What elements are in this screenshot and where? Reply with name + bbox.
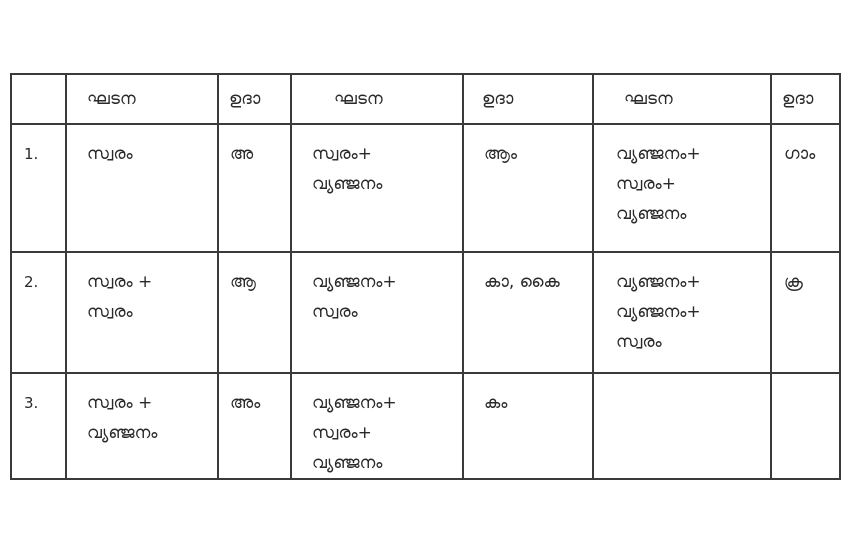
cell-line: സ്വരം bbox=[87, 144, 133, 164]
table-header-row bbox=[11, 74, 840, 124]
header-cell-structure-2 bbox=[291, 74, 463, 124]
header-cell-number bbox=[11, 74, 66, 124]
cell-line: കാ, കൈ bbox=[484, 272, 560, 292]
cell-line: ഗാം bbox=[784, 144, 816, 164]
structure-cell bbox=[291, 252, 463, 373]
table-body bbox=[11, 124, 840, 479]
example-cell bbox=[218, 124, 291, 252]
example-cell bbox=[463, 252, 593, 373]
table-row bbox=[11, 124, 840, 252]
structure-cell bbox=[291, 124, 463, 252]
structure-cell bbox=[66, 124, 218, 252]
header-cell-example-2 bbox=[463, 74, 593, 124]
header-cell-example-1 bbox=[218, 74, 291, 124]
cell-line: ക്ര bbox=[784, 272, 803, 292]
cell-line: സ്വരം+ bbox=[312, 144, 372, 164]
header-label: ഘടന bbox=[87, 89, 136, 109]
cell-line: ആം bbox=[484, 144, 517, 164]
syllable-structure-table bbox=[10, 73, 841, 480]
header-label: ഉദാ bbox=[229, 89, 261, 109]
row-number-cell: 1. bbox=[11, 124, 66, 252]
cell-line: കം bbox=[484, 393, 508, 413]
structure-cell bbox=[593, 252, 771, 373]
header-cell-example-3 bbox=[771, 74, 840, 124]
structure-cell bbox=[66, 252, 218, 373]
example-cell bbox=[463, 124, 593, 252]
cell-line: വ്യഞ്ജനം bbox=[312, 174, 383, 194]
header-cell-structure-3 bbox=[593, 74, 771, 124]
cell-line: വ്യഞ്ജനം+ bbox=[312, 272, 397, 292]
cell-line: വ്യഞ്ജനം+ bbox=[312, 393, 397, 413]
cell-line: സ്വരം + bbox=[87, 393, 153, 413]
example-cell bbox=[771, 124, 840, 252]
example-cell bbox=[218, 252, 291, 373]
header-label: ഘടന bbox=[334, 89, 383, 109]
table-row bbox=[11, 373, 840, 479]
cell-line: വ്യഞ്ജനം bbox=[87, 423, 158, 443]
cell-line: വ്യഞ്ജനം+ bbox=[616, 144, 701, 164]
cell-line: വ്യഞ്ജനം+ bbox=[616, 302, 701, 322]
empty-cell bbox=[771, 373, 840, 479]
structure-cell bbox=[593, 124, 771, 252]
cell-line: വ്യഞ്ജനം bbox=[312, 453, 383, 473]
row-number-cell: 2. bbox=[11, 252, 66, 373]
cell-line: അം bbox=[230, 393, 261, 413]
cell-line: ആ bbox=[230, 272, 256, 292]
header-label: ഘടന bbox=[624, 89, 673, 109]
cell-line: സ്വരം bbox=[87, 302, 133, 322]
header-label: ഉദാ bbox=[782, 89, 814, 109]
empty-cell bbox=[593, 373, 771, 479]
cell-line: വ്യഞ്ജനം bbox=[616, 204, 687, 224]
cell-line: അ bbox=[230, 144, 254, 164]
example-cell bbox=[218, 373, 291, 479]
example-cell bbox=[771, 252, 840, 373]
row-number-cell: 3. bbox=[11, 373, 66, 479]
cell-line: സ്വരം+ bbox=[616, 174, 676, 194]
header-label: ഉദാ bbox=[482, 89, 514, 109]
cell-line: സ്വരം + bbox=[87, 272, 153, 292]
table-row bbox=[11, 252, 840, 373]
cell-line: സ്വരം bbox=[312, 302, 358, 322]
cell-line: സ്വരം+ bbox=[312, 423, 372, 443]
example-cell bbox=[463, 373, 593, 479]
structure-cell bbox=[66, 373, 218, 479]
cell-line: സ്വരം bbox=[616, 332, 662, 352]
structure-cell bbox=[291, 373, 463, 479]
cell-line: വ്യഞ്ജനം+ bbox=[616, 272, 701, 292]
header-cell-structure-1 bbox=[66, 74, 218, 124]
